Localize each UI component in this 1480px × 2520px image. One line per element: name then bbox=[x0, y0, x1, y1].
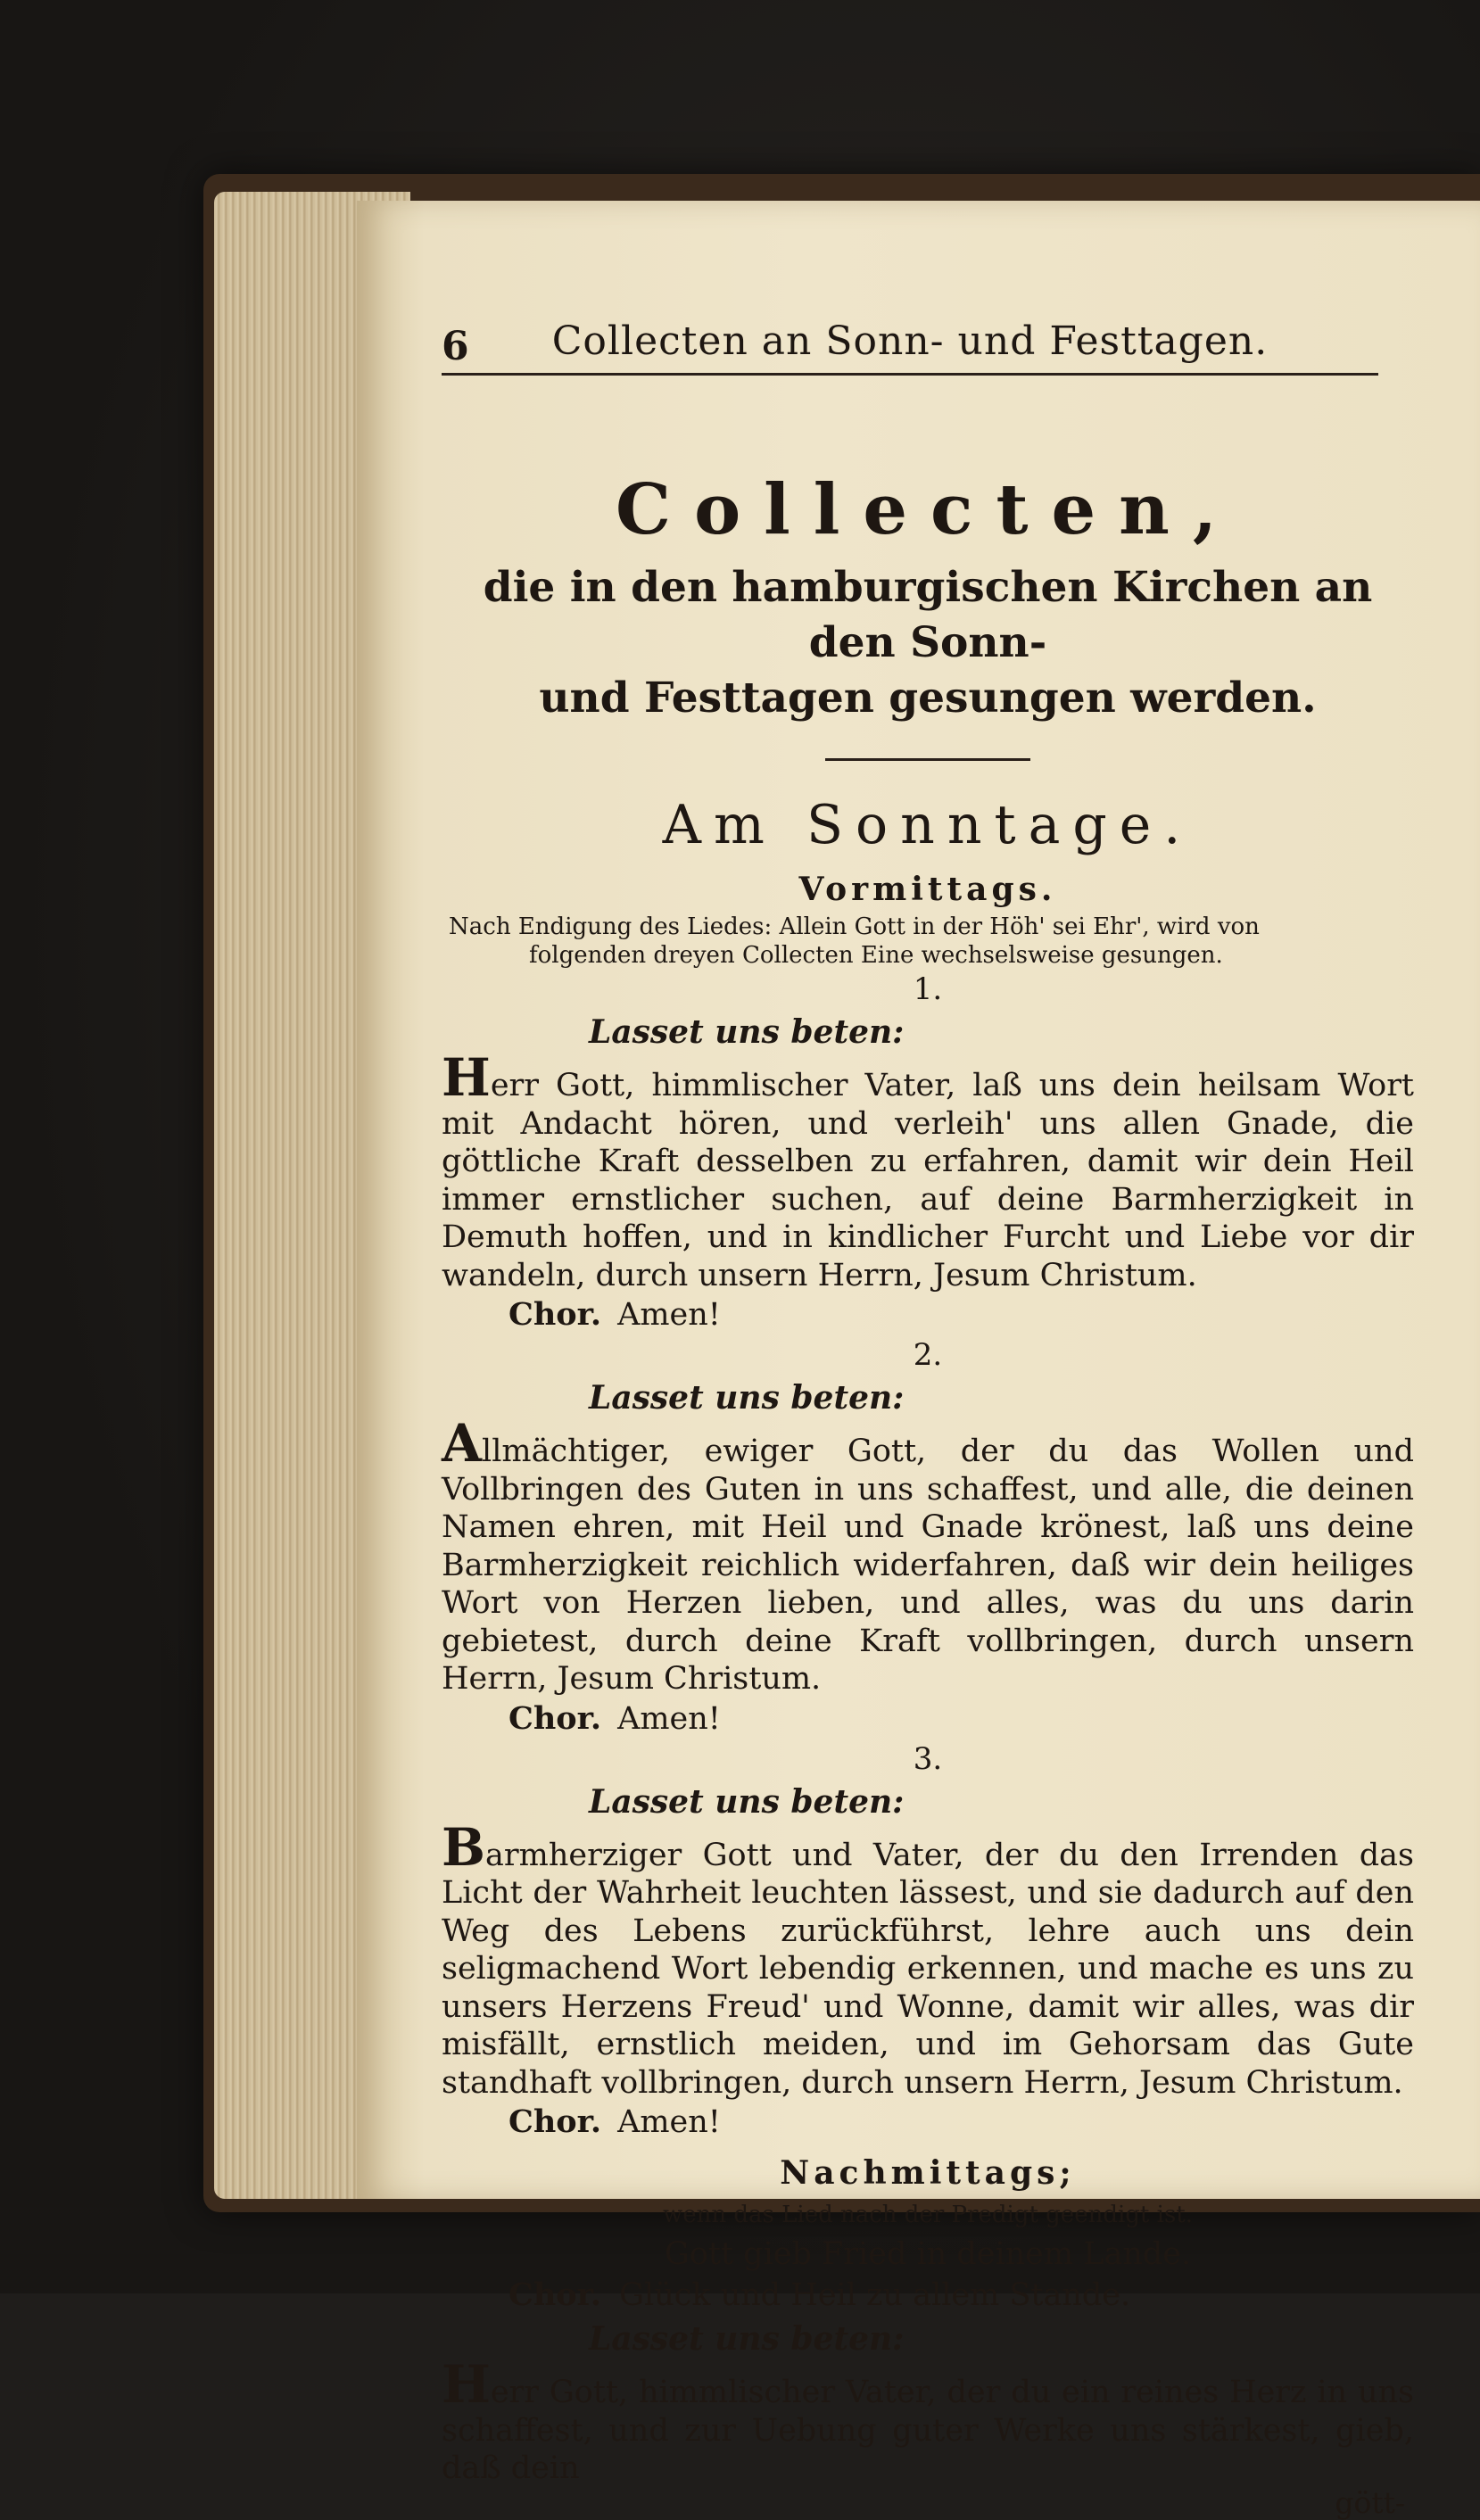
initial-letter: A bbox=[442, 1413, 483, 1474]
page-header bbox=[442, 308, 1378, 370]
title-divider bbox=[825, 758, 1030, 761]
collect-intro: Lasset uns beten: bbox=[589, 1013, 905, 1051]
initial-letter: H bbox=[442, 1047, 491, 1108]
chor-label: Chor. bbox=[508, 2103, 602, 2140]
collect-2 bbox=[442, 1335, 1414, 1739]
page-content bbox=[442, 392, 1414, 2518]
chor-text: Amen! bbox=[617, 1297, 721, 1333]
rubric-note-line-2: folgenden dreyen Collecten Eine wechselsweise gesungen. bbox=[529, 942, 1223, 969]
collect-text bbox=[442, 1413, 1414, 1698]
chor-response bbox=[442, 1698, 1414, 1739]
page-number: 6 bbox=[442, 324, 469, 369]
collect-intro: Lasset uns beten: bbox=[589, 1782, 905, 1821]
chor-text: Amen! bbox=[617, 1700, 721, 1737]
subtitle-line-2: und Festtagen gesungen werden. bbox=[539, 673, 1317, 723]
collect-1 bbox=[442, 970, 1414, 1335]
collect-number: 3. bbox=[913, 1740, 943, 1777]
afternoon-collect-body: err Gott, himmlischer Vater, der du ein reines Herz in uns schaffest, und zur Uebung guter Werke uns stärkest, gieb, daß dein bbox=[442, 2375, 1414, 2486]
chor-versicle bbox=[442, 2275, 1414, 2316]
collect-number: 2. bbox=[913, 1337, 943, 1373]
chor-label: Chor. bbox=[508, 1296, 602, 1333]
afternoon-note: wenn das Lied nach der Predigt geendigt ist. bbox=[662, 2202, 1194, 2228]
initial-letter: H bbox=[442, 2354, 491, 2415]
chor-label: Chor. bbox=[508, 2276, 602, 2313]
collect-number: 1. bbox=[913, 971, 943, 1007]
collect-3 bbox=[442, 1739, 1414, 2144]
chor-response bbox=[442, 1294, 1414, 1335]
afternoon-collect-text bbox=[442, 2354, 1414, 2488]
main-title: Collecten, bbox=[615, 469, 1240, 550]
collect-text bbox=[442, 1047, 1414, 1294]
rubric-note-line-1: Nach Endigung des Liedes: Allein Gott in der Höh' sei Ehr', wird von bbox=[449, 913, 1260, 940]
collect-body: armherziger Gott und Vater, der du den Irrenden das Licht der Wahrheit leuchten lässest, und sie dadurch auf den Weg des Lebens zurückführst, lehre auch uns dein seligmachend Wort lebendig erkennen, und mache es uns zu unsers Herzens Freud' und Wonne, damit wir alles, was dir misfällt, ernstlich meiden, und im Gehorsam das Gute standhaft vollbringen, durch unsern Herrn, Jesum Christum. bbox=[442, 1837, 1414, 2101]
afternoon-intro: Lasset uns beten: bbox=[589, 2320, 905, 2358]
chor-response bbox=[442, 2102, 1414, 2143]
chor-versicle-text: Glück und Heil zu allem Stande. bbox=[619, 2277, 1131, 2313]
afternoon-section bbox=[442, 2150, 1414, 2518]
rubric-note bbox=[442, 913, 1414, 970]
chor-text: Amen! bbox=[617, 2104, 721, 2140]
collect-text bbox=[442, 1816, 1414, 2103]
chor-label: Chor. bbox=[508, 1699, 602, 1737]
subtitle bbox=[442, 560, 1414, 726]
running-head: Collecten an Sonn- und Festtagen. bbox=[551, 318, 1269, 364]
collect-body: err Gott, himmlischer Vater, laß uns dein heilsam Wort mit Andacht hören, und verleih' uns allen Gnade, die göttliche Kraft desselben zu erfahren, damit wir dein Heil immer ernstlicher suchen, auf deine Barmherzigkeit in Demuth hoffen, und in kindlicher Furcht und Liebe vor dir wandeln, durch unsern Herrn, Jesum Christum. bbox=[442, 1068, 1414, 1293]
initial-letter: B bbox=[442, 1816, 486, 1878]
catchword: gött- bbox=[1335, 2484, 1405, 2520]
versicle: Gott gieb Fried in deinem Lande. bbox=[664, 2236, 1192, 2272]
header-rule bbox=[442, 373, 1378, 376]
collect-body: llmächtiger, ewiger Gott, der du das Wollen und Vollbringen des Guten in uns schaffest, und alle, die deinen Namen ehren, mit Heil und Gnade krönest, laß uns deine Barmherzigkeit reichlich widerfahren, daß wir dein heiliges Wort von Herzen lieben, und alles, was du uns darin gebietest, durch deine Kraft vollbringen, durch unsern Herrn, Jesum Christum. bbox=[442, 1434, 1414, 1697]
collect-intro: Lasset uns beten: bbox=[589, 1379, 905, 1417]
service-afternoon: Nachmittags; bbox=[780, 2154, 1076, 2192]
subtitle-line-1: die in den hamburgischen Kirchen an den Sonn- bbox=[483, 563, 1373, 667]
service-morning: Vormittags. bbox=[798, 871, 1057, 908]
section-heading: Am Sonntage. bbox=[662, 794, 1194, 856]
